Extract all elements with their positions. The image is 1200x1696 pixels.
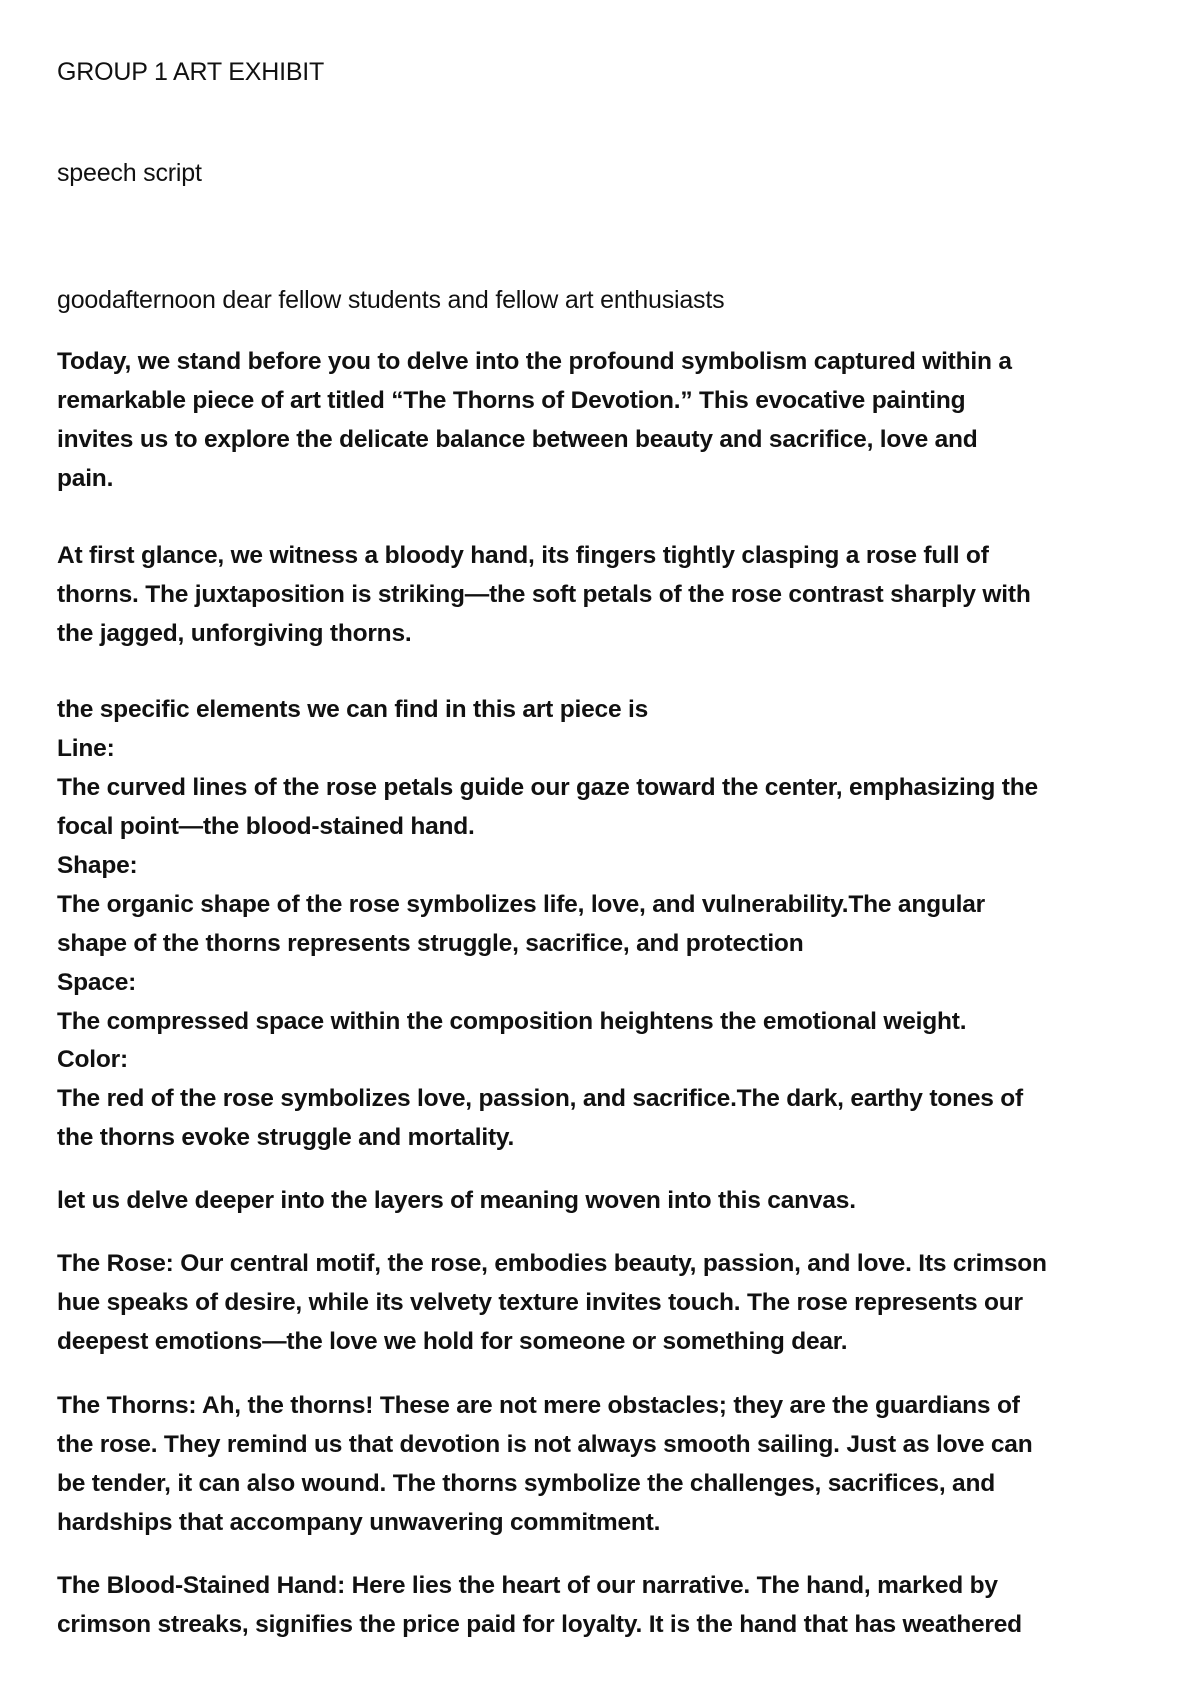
text-line: thorns. The juxtaposition is striking—the soft petals of the rose contrast sharply with <box>57 581 1031 608</box>
text-line: remarkable piece of art titled “The Thorns of Devotion.” This evocative painting <box>57 387 966 414</box>
text-line: hardships that accompany unwavering commitment. <box>57 1509 661 1536</box>
text-line: invites us to explore the delicate balance between beauty and sacrifice, love and <box>57 426 978 453</box>
section-label-space: Space: <box>57 969 137 996</box>
text-line: The Rose: Our central motif, the rose, embodies beauty, passion, and love. Its crimson <box>57 1250 1047 1277</box>
text-line: deepest emotions—the love we hold for someone or something dear. <box>57 1328 848 1355</box>
text-line: the jagged, unforgiving thorns. <box>57 620 412 647</box>
text-line: shape of the thorns represents struggle, sacrifice, and protection <box>57 930 804 957</box>
document-subtitle: speech script <box>57 159 202 187</box>
text-line: The red of the rose symbolizes love, passion, and sacrifice.The dark, earthy tones of <box>57 1085 1024 1112</box>
text-line: pain. <box>57 465 114 492</box>
text-line: the specific elements we can find in this art piece is <box>57 696 649 723</box>
text-line: Today, we stand before you to delve into the profound symbolism captured within a <box>57 348 1012 375</box>
text-line: crimson streaks, signifies the price paid for loyalty. It is the hand that has weathered <box>57 1611 1022 1638</box>
text-line: the rose. They remind us that devotion is not always smooth sailing. Just as love can <box>57 1431 1033 1458</box>
text-line: The organic shape of the rose symbolizes life, love, and vulnerability.The angular <box>57 891 985 918</box>
text-line: The compressed space within the composition heightens the emotional weight. <box>57 1008 967 1035</box>
text-line: The curved lines of the rose petals guide our gaze toward the center, emphasizing the <box>57 774 1038 801</box>
text-line: hue speaks of desire, while its velvety texture invites touch. The rose represents our <box>57 1289 1023 1316</box>
document-title: GROUP 1 ART EXHIBIT <box>57 58 325 86</box>
text-line: be tender, it can also wound. The thorns symbolize the challenges, sacrifices, and <box>57 1470 995 1497</box>
text-line: let us delve deeper into the layers of meaning woven into this canvas. <box>57 1187 856 1214</box>
text-line: The Blood-Stained Hand: Here lies the heart of our narrative. The hand, marked by <box>57 1572 998 1599</box>
text-line: At first glance, we witness a bloody hand, its fingers tightly clasping a rose full of <box>57 542 989 569</box>
section-label-shape: Shape: <box>57 852 138 879</box>
text-line: The Thorns: Ah, the thorns! These are not mere obstacles; they are the guardians of <box>57 1392 1020 1419</box>
text-line: focal point—the blood-stained hand. <box>57 813 475 840</box>
greeting-line: goodafternoon dear fellow students and fellow art enthusiasts <box>57 286 725 314</box>
section-label-color: Color: <box>57 1046 128 1073</box>
section-label-line: Line: <box>57 735 115 762</box>
text-line: the thorns evoke struggle and mortality. <box>57 1124 515 1151</box>
